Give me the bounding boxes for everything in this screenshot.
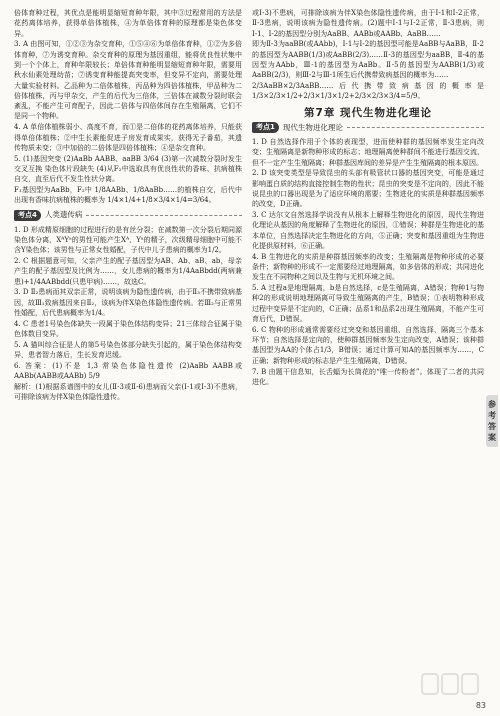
answer-paragraph: 或Ⅰ-3)不患病，可排除该病为伴X染色体隐性遗传病，由于Ⅰ-1和Ⅰ-2正常，Ⅱ-3患病，说明该病为隐性遗传病。(2)题中Ⅰ-1与Ⅰ-2正常，Ⅱ-3患病，则Ⅰ-1、Ⅰ-2的基因型分别为AaBB、AABb或AABb、AaBB…… (252, 9, 484, 38)
answer-paragraph: 4. B 生物进化的实质是种群基因频率的改变；生殖隔离是物种形成的必要条件；新物种的形成不一定需要经过地理隔离，如多倍体的形成；共同进化发生在不同物种之间以及生物与无机环境之间。 (252, 252, 484, 282)
answer-paragraph: 2. C 根据题意可知，父亲产生的配子基因型为AB、Ab、aB、ab，母亲产生的配子基因型及比例为……，女儿患病的概率为1/4AaBbdd(两病兼患)+1/4AABbdd(只患甲病)……，故选C。 (14, 257, 242, 286)
section-header-evolution (252, 122, 484, 134)
section-divider (86, 215, 242, 216)
answer-paragraph: 6. 答案：(1)不是 1,3 常染色体隐性遗传 (2)AaBb AABB或AABb(AABB或AABb) 5/9 (14, 362, 242, 381)
answer-key-side-tab: 参考答案 (486, 395, 498, 447)
answer-paragraph: 倍体育种过程，其优点是能明显缩短育种年限，其中③过程常用的方法是花药离体培养，获得单倍体植株，④为单倍体育种的原理都是染色体变异。 (14, 9, 242, 38)
answer-paragraph: 5. A 猫叫综合征是人的第5号染色体部分缺失引起的，属于染色体结构变异，患者智力落后，生长发育迟缓。 (14, 340, 242, 360)
answer-paragraph: 4. A 单倍体植株弱小、高度不育，而①是二倍体的花药离体培养，只能获得单倍体植株；②中生长素能促进子房发育成果实，获得无子番茄，其遗传物质未变；③中加倍的二倍体是四倍体植株；④是杂交育种。 (14, 123, 242, 152)
answer-paragraph: 5. A 过程a是地理隔离，b是自然选择，c是生殖隔离，A错误；物种1与物种2的形成说明地理隔离可导致生殖隔离的产生，B错误；①表明物种形成过程中变异是不定向的，C正确；品系1和品系2出现生殖隔离，不能产生可育后代，D错误。 (252, 284, 484, 324)
answer-paragraph: 2. D 该突变类型是导致昆虫的头部有吸管状口器的基因突变，可能是通过影响蛋白质的结构直接控制生物的性状；昆虫的突变是不定向的，因此不能说昆虫的口器出现是为了适应环境的需要；生物进化的实质是种群基因频率的改变，D正确。 (252, 169, 484, 209)
answer-paragraph: 3. C 达尔文自然选择学说没有从根本上解释生物进化的原因，现代生物进化理论从基因的角度解释了生物进化的原因，①错误；种群是生物进化的基本单位，自然选择决定生物进化的方向，⑤正确；突变和基因重组为生物进化提供原材料，⑥正确。 (252, 211, 484, 250)
left-column (14, 8, 242, 403)
answer-paragraph: 2/3AaBB×2/3AaBB……后代携带致病基因的概率是1/3×2/3×1/2+2/3×1/3×1/2+2/3×2/3×3/4=5/9。 (252, 82, 484, 101)
answer-paragraph: 即为Ⅱ-3为aaBB(或AAbb)，Ⅰ-1与Ⅰ-2的基因型可能是AaBB与AaBB，Ⅱ-2的基因型为AABB(1/3)或AaBB(2/3)……Ⅱ-3的基因型为aaBB，Ⅱ-4的基因型为AAbb，Ⅲ-1的基因型为AaBb。Ⅱ-5的基因型为AABB(1/3)或AaBB(2/3)，则Ⅲ-2与Ⅲ-1所生后代携带致病基因的概率为…… (252, 40, 484, 80)
right-column (252, 8, 484, 388)
answer-paragraph: 1. D 自然选择作用于个体的表现型，进而使种群的基因频率发生定向改变；生殖隔离是新物种形成的标志；地理隔离使种群间不能进行基因交流，但不一定产生生殖隔离；种群基因库间的差异是产生生殖隔离的根本原因。 (252, 137, 484, 167)
answer-paragraph: 5. (1)基因突变 (2)AaBb AABB、aaBB 3/64 (3)第一次减数分裂时发生交叉互换 染色体片段缺失 (4)从F₂中选取具有优良性状的香味、抗病植株自交，直至后代不发生性状分离。 (14, 154, 242, 184)
answer-paragraph: F₁基因型为AaBb，F₂中 1/8AABb、1/8AaBb……的植株自交，后代中出现有香味抗病植株的概率为 1/4×1/4+1/8×3/4×1/4=3/64。 (14, 186, 242, 205)
answer-paragraph: 7. B 由题干信息知，长舌蝠为长筒花的“唯一传粉者”。体现了二者的共同进化。 (252, 367, 484, 386)
section-header-genetic-disease (14, 210, 242, 222)
page-number: 83 (475, 701, 486, 710)
answer-paragraph: 解析：(1)根据系谱图中的女儿(Ⅱ-3或Ⅱ-6)患病而父亲(Ⅰ-1或Ⅰ-3)不患病，可排除该病为伴X染色体隐性遗传。 (14, 383, 242, 402)
answer-paragraph: 1. D 形成精原细胞的过程进行的是有丝分裂；在减数第一次分裂后期同源染色体分离，XᴬYᵃ的男性可能产生Xᴬ、Yᵃ的精子，次级精母细胞中可能不含Y染色体；该男性与正常女性婚配，子代中儿子患病的概率为1/2。 (14, 225, 242, 255)
answer-paragraph: 4. C 患者1号染色体缺失一段属于染色体结构变异；21三体综合征属于染色体数目变异。 (14, 319, 242, 339)
answer-paragraph: 3. A 由图可知，①②③为杂交育种，①⑤④⑥为单倍体育种，①②为多倍体育种，⑦为诱变育种。杂交育种的原理为基因重组，能将优良性状集中到一个个体上，育种年限较长；单倍体育种能明显缩短育种年限，需要用秋水仙素处理幼苗；⑦诱变育种能提高突变率，但变异不定向，需要处理大量实验材料。乙品种为二倍体植株，丙品种为四倍体植株，甲品种为二倍体植株，丙与甲杂交，产生的后代为三倍体，三倍体在减数分裂时联会紊乱，不能产生可育配子，因此二倍体与四倍体间存在生殖隔离，它们不是同一个物种。 (14, 40, 242, 121)
section-title: 现代生物进化理论 (282, 122, 343, 132)
section-tag: 考点4 (14, 210, 41, 221)
answer-paragraph: 6. C 物种的形成通常需要经过突变和基因重组、自然选择、隔离三个基本环节；自然选择是定向的，使种群基因频率发生定向改变，A错误；该种群基因型为AA的个体占1/3，B错误；通过计算可知A的基因频率为……，C正确；新物种形成的标志是产生生殖隔离，D错误。 (252, 325, 484, 365)
answer-paragraph: 3. D Ⅱ₂患病而其双亲正常，说明该病为隐性遗传病，由于Ⅱ₃不携带致病基因，故Ⅲ₁致病基因来自Ⅱ₂，该病为伴X染色体隐性遗传病。若Ⅲ₂与正常男性婚配，后代患病概率为1/4。 (14, 288, 242, 318)
section-title: 人类遗传病 (44, 210, 83, 220)
section-divider (347, 127, 484, 128)
watermark-logo-icon (420, 670, 480, 698)
section-tag: 考点1 (252, 122, 279, 133)
chapter-title: 第7章 现代生物进化理论 (304, 106, 432, 119)
